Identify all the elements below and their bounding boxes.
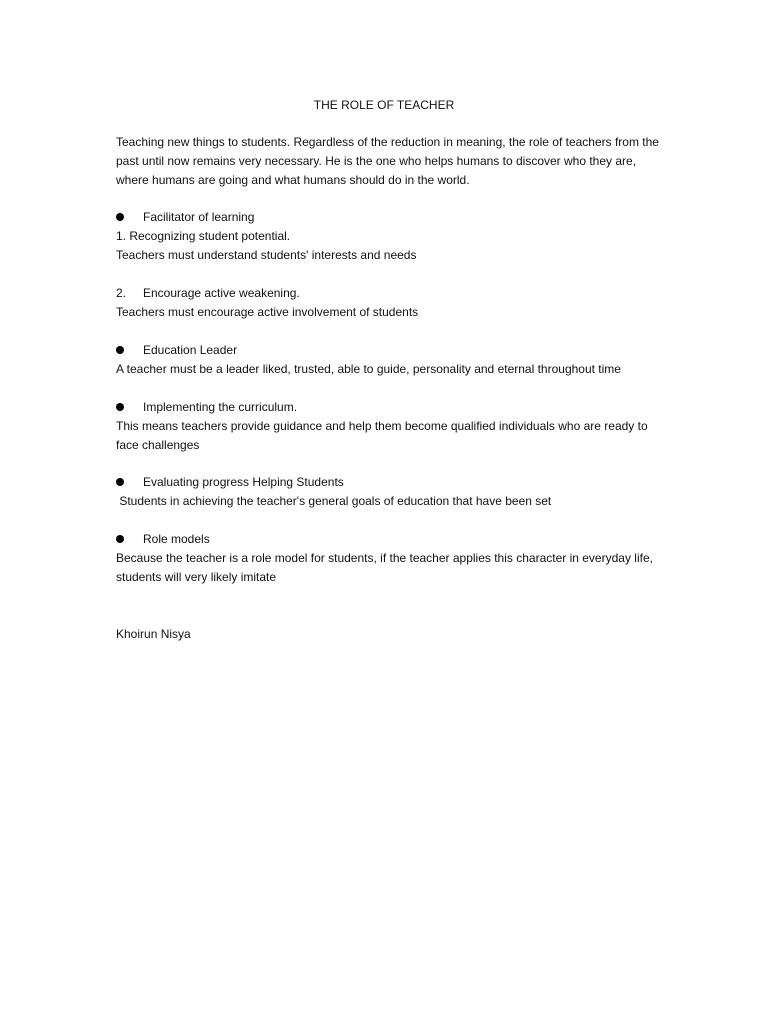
document-title: THE ROLE OF TEACHER: [313, 98, 455, 112]
intro-paragraph: Teaching new things to students. Regardless of the reduction in meaning, the role of teachers from the past until now remains very necessary. He is the one who helps humans to discover who they are, where humans are going and what humans should do in the world.: [116, 135, 659, 187]
numbered-heading: Encourage active weakening.: [143, 286, 300, 300]
bullet-heading: Evaluating progress Helping Students: [143, 475, 344, 489]
bullet-icon: [116, 213, 124, 221]
bullet-icon: [116, 535, 124, 543]
section-line: Teachers must understand students' interests and needs: [116, 248, 417, 262]
bullet-heading: Education Leader: [143, 343, 238, 357]
section-line: 1. Recognizing student potential.: [116, 229, 291, 243]
author-name: Khoirun Nisya: [116, 627, 191, 641]
section-line: Teachers must encourage active involvement of students: [116, 305, 419, 319]
bullet-icon: [116, 346, 124, 354]
item-number: 2.: [116, 286, 127, 300]
bullet-icon: [116, 478, 124, 486]
bullet-icon: [116, 403, 124, 411]
section-paragraph: This means teachers provide guidance and help them become qualified individuals who are ready to face challenges: [116, 419, 648, 452]
bullet-heading: Role models: [143, 532, 210, 546]
section-line: A teacher must be a leader liked, trusted, able to guide, personality and eternal throughout time: [116, 362, 621, 376]
bullet-heading: Implementing the curriculum.: [143, 400, 298, 414]
section-line: Students in achieving the teacher's general goals of education that have been set: [116, 494, 552, 508]
bullet-heading: Facilitator of learning: [143, 210, 255, 224]
section-paragraph: Because the teacher is a role model for students, if the teacher applies this character in everyday life, students will very likely imitate: [116, 551, 653, 584]
